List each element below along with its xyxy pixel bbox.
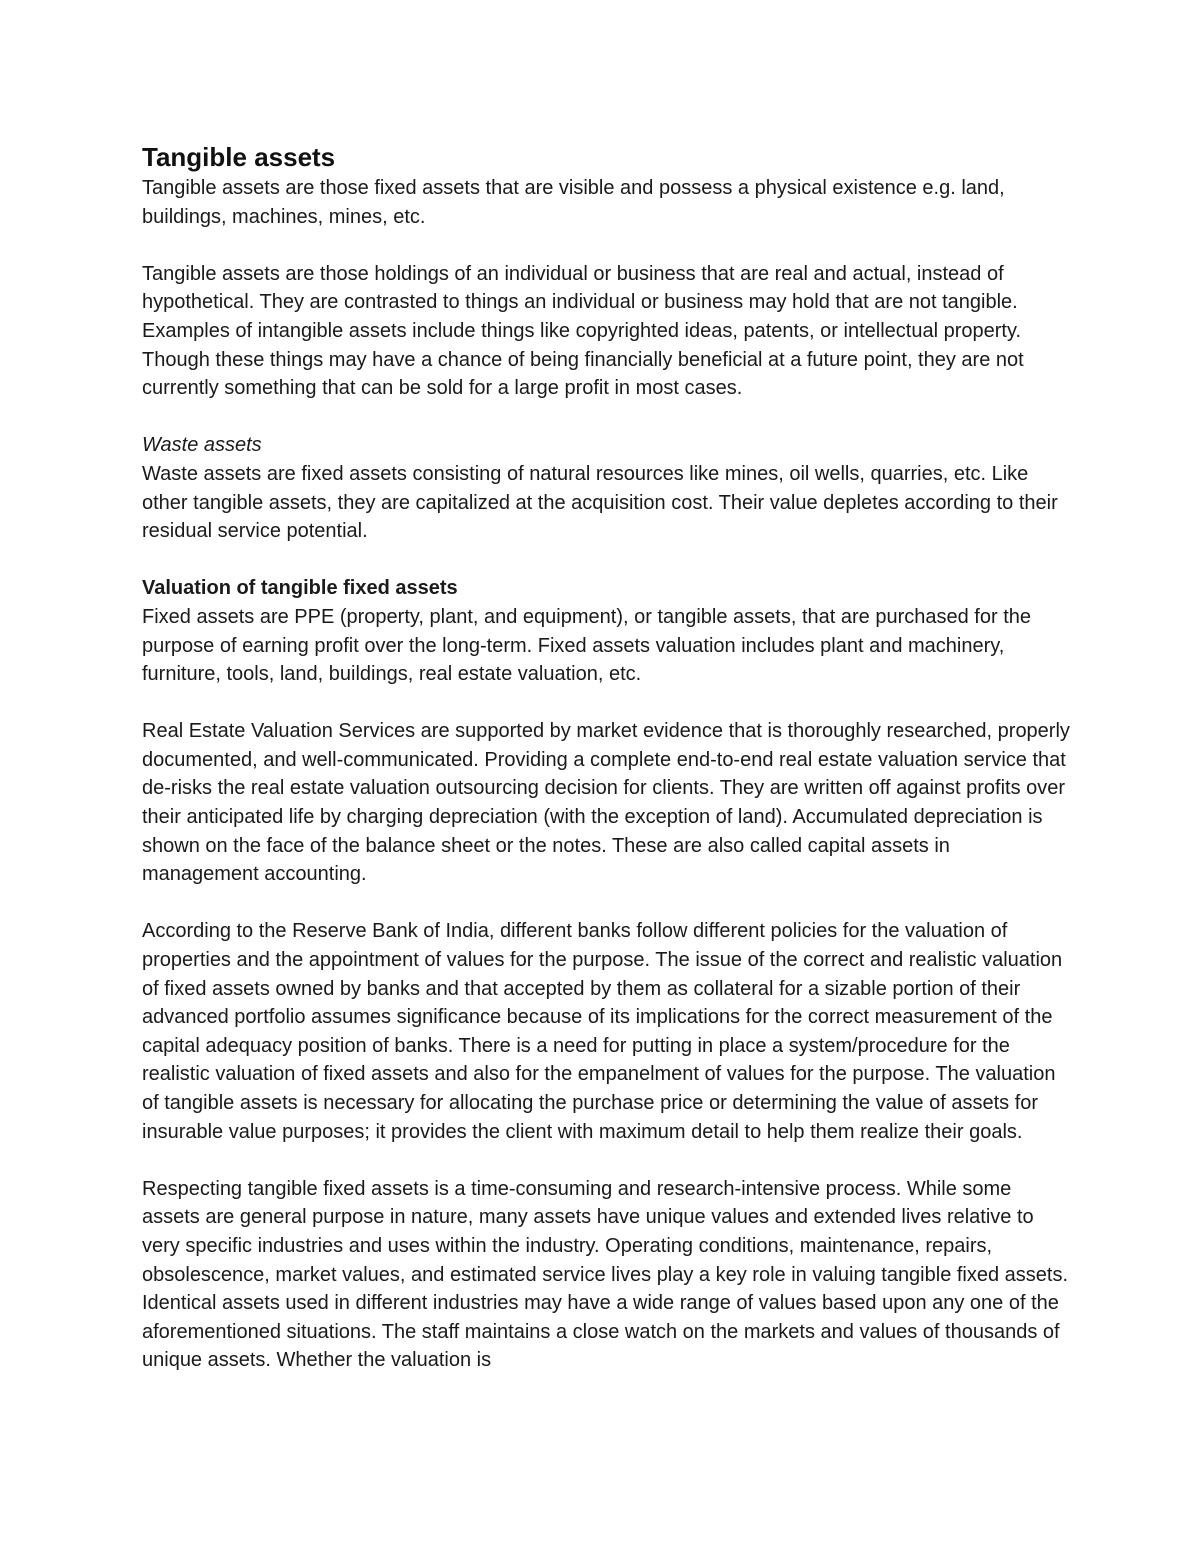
holdings-paragraph: Tangible assets are those holdings of an individual or business that are real and actual, instead of hypothetical. They are contrasted to things an individual or business may hold that are not tangible. Examples of intangible assets include things like copyrighted ideas, patents, or intellectual property. Though these things may have a chance of being financially beneficial at a future point, they are not currently something that can be sold for a large profit in most cases. — [142, 262, 1024, 400]
intro-paragraph: Tangible assets are those fixed assets that are visible and possess a physical existence e.g. land, buildings, machines, mines, etc. — [142, 177, 1005, 228]
respecting-paragraph: Respecting tangible fixed assets is a time-consuming and research-intensive process. While some assets are general purpose in nature, many assets have unique values and extended lives relative to very specific industries and uses within the industry. Operating conditions, maintenance, repairs, obsolescence, market values, and estimated service lives play a key role in valuing tangible fixed assets. Identical assets used in different industries may have a wide range of values based upon any one of the aforementioned situations. The staff maintains a close watch on the markets and values of thousands of unique assets. Whether the valuation is — [142, 1177, 1069, 1372]
rbi-paragraph: According to the Reserve Bank of India, different banks follow different policies for the valuation of properties and the appointment of values for the purpose. The issue of the correct and realistic valuation of fixed assets owned by banks and that accepted by them as collateral for a sizable portion of their advanced portfolio assumes significance because of its implications for the correct measurement of the capital adequacy position of banks. There is a need for putting in place a system/procedure for the realistic valuation of fixed assets and also for the empanelment of values for the purpose. The valuation of tangible assets is necessary for allocating the purchase price or determining the value of assets for insurable value purposes; it provides the client with maximum detail to help them realize their goals. — [142, 920, 1063, 1143]
waste-assets-heading: Waste assets — [142, 434, 262, 457]
valuation-heading: Valuation of tangible fixed assets — [142, 577, 458, 600]
document-page — [142, 140, 1072, 1404]
waste-assets-paragraph: Waste assets are fixed assets consisting of natural resources like mines, oil wells, quarries, etc. Like other tangible assets, they are capitalized at the acquisition cost. Their value depletes according to their residual service potential. — [142, 462, 1058, 543]
waste-assets-section — [142, 431, 1072, 545]
real-estate-paragraph: Real Estate Valuation Services are supported by market evidence that is thoroughly researched, properly documented, and well-communicated. Providing a complete end-to-end real estate valuation service that de-risks the real estate valuation outsourcing decision for clients. They are written off against profits over their anticipated life by charging depreciation (with the exception of land). Accumulated depreciation is shown on the face of the balance sheet or the notes. These are also called capital assets in management accounting. — [142, 720, 1070, 886]
valuation-section — [142, 574, 1072, 688]
valuation-paragraph: Fixed assets are PPE (property, plant, and equipment), or tangible assets, that are purchased for the purpose of earning profit over the long-term. Fixed assets valuation includes plant and machinery, furniture, tools, land, buildings, real estate valuation, etc. — [142, 605, 1032, 686]
page-title: Tangible assets — [142, 142, 336, 172]
